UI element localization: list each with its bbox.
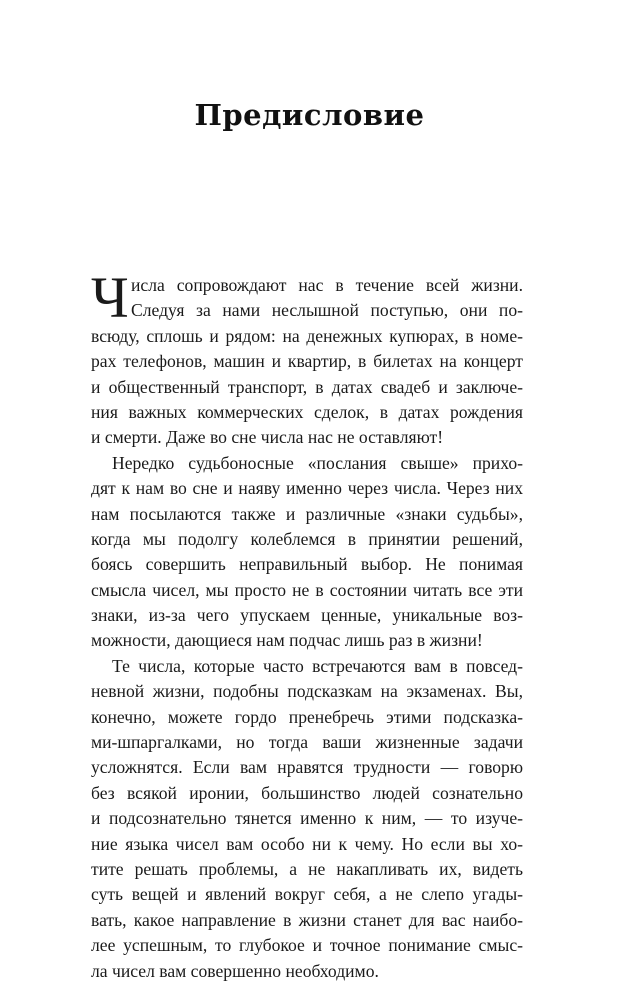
text-line: лее успешным, то глубокое и точное понимание смыс-: [91, 935, 523, 956]
text-line: Следуя за нами неслышной поступью, они по-: [131, 300, 523, 321]
text-line: всюду, сплошь и рядом: на денежных купюрах, в номе-: [91, 325, 523, 346]
text-line: тите решать проблемы, а не накапливать их, видеть: [91, 858, 523, 879]
text-line: нам посылаются также и различные «знаки судьбы»,: [91, 503, 523, 524]
paragraph-1: [91, 265, 523, 451]
text-line: Нередко судьбоносные «послания свыше» прихо-: [112, 452, 523, 473]
text-line: можности, дающиеся нам подчас лишь раз в жизни!: [91, 630, 483, 651]
text-line: Те числа, которые часто встречаются вам в повсед-: [112, 655, 523, 676]
text-line: без всякой иронии, большинство людей сознательно: [91, 782, 523, 803]
text-line: и общественный транспорт, в датах свадеб и заключе-: [91, 376, 523, 397]
text-line: когда мы подолгу колеблемся в принятии решений,: [91, 528, 523, 549]
paragraph-3: [91, 654, 523, 984]
text-line: ние языка чисел вам особо ни к чему. Но если вы хо-: [91, 833, 523, 854]
text-line: конечно, можете гордо пренебречь этими подсказка-: [91, 706, 523, 727]
chapter-heading: Предисловие: [194, 98, 425, 132]
text-line: ния важных коммерческих сделок, в датах рождения: [91, 401, 523, 422]
body-text: [91, 265, 523, 984]
text-line: боясь совершить неправильный выбор. Не понимая: [91, 554, 523, 575]
text-line: ла чисел вам совершенно необходимо.: [91, 960, 379, 981]
text-line: усложнятся. Если вам нравятся трудности — говорю: [91, 757, 523, 778]
text-line: ми-шпаргалками, но тогда ваши жизненные задачи: [91, 732, 523, 753]
text-line: дят к нам во сне и наяву именно через числа. Через них: [91, 478, 523, 499]
drop-cap-block: [91, 265, 523, 330]
paragraph-2: [91, 451, 523, 654]
text-line: рах телефонов, машин и квартир, в билетах на концерт: [91, 351, 523, 372]
text-line: суть вещей и явлений вокруг себя, а не слепо угады-: [91, 884, 523, 905]
text-line: и смерти. Даже во сне числа нас не оставляют!: [91, 427, 444, 448]
text-line: исла сопровождают нас в течение всей жизни.: [131, 275, 523, 295]
drop-cap-letter: Ч: [91, 265, 129, 330]
text-line: и подсознательно тянется именно к ним, — то изуче-: [91, 808, 523, 829]
text-line: невной жизни, подобны подсказкам на экзаменах. Вы,: [91, 681, 523, 702]
text-line: смысла чисел, мы просто не в состоянии читать все эти: [91, 579, 523, 600]
text-line: знаки, из-за чего упускаем ценные, уникальные воз-: [91, 605, 523, 626]
text-line: вать, какое направление в жизни станет для вас наибо-: [91, 909, 523, 930]
